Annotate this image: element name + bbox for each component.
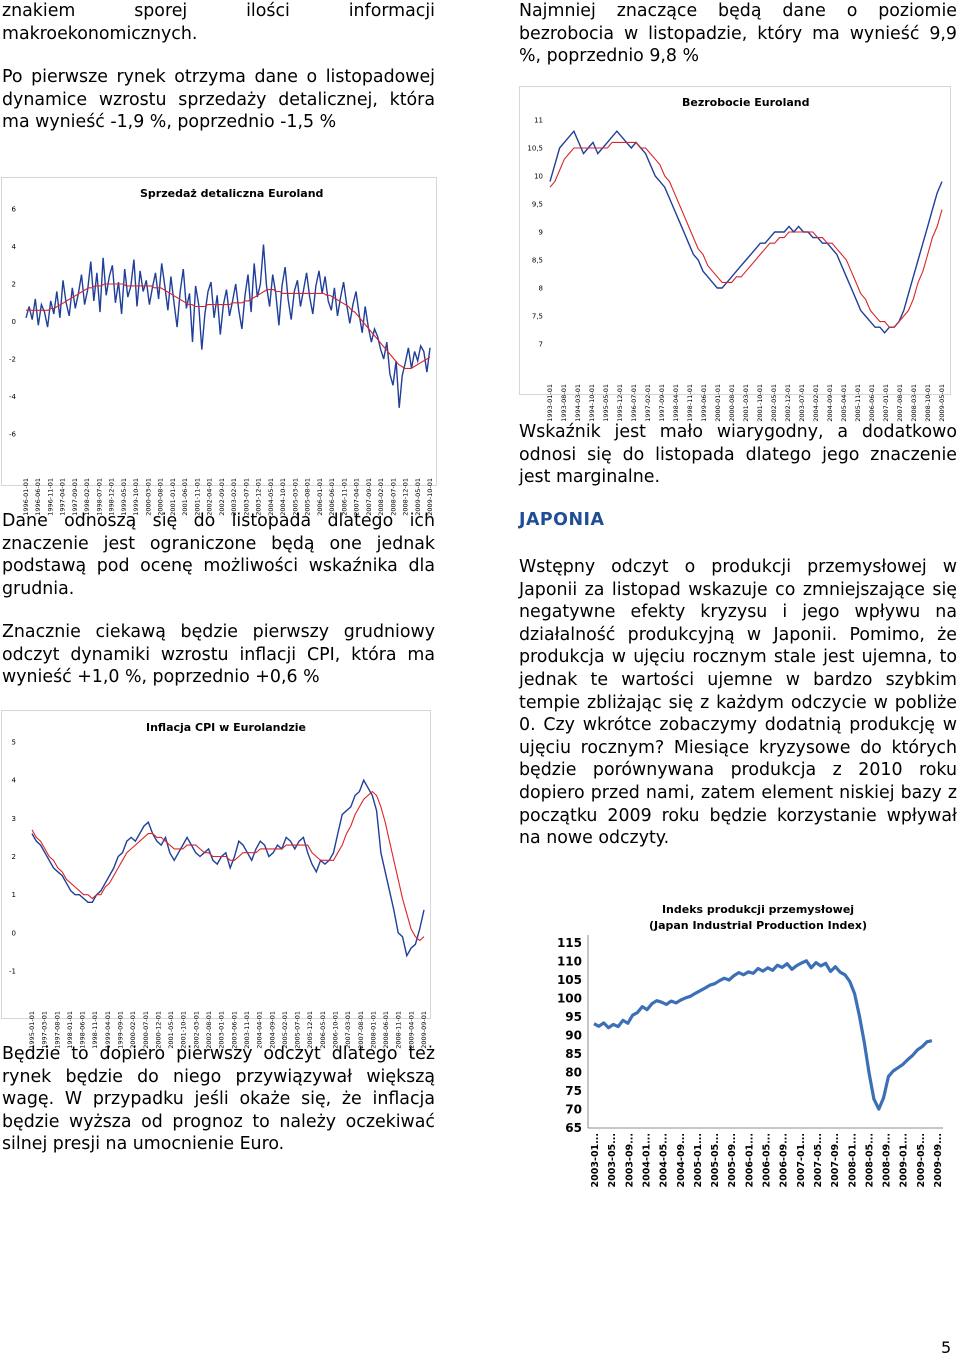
retail-sales-svg [2,178,436,516]
x-tick-label: 1999-05-01 [119,478,128,516]
x-tick-label: 2009-10-01 [426,478,434,516]
x-tick-label: 2001-01-01 [168,478,177,516]
y-tick-label: 95 [565,1010,582,1024]
x-tick-label: 2002-12-01 [784,384,792,422]
chart-retail-sales [1,177,437,516]
x-tick-label: 2005-03-01 [291,478,300,516]
x-tick-label: 2008-06-01 [382,1011,391,1049]
series-line-actual [26,245,430,408]
x-tick-label: 2002-05-01 [770,384,778,422]
x-tick-label: 2000-01-01 [714,384,722,422]
x-tick-label: 1997-09-01 [70,478,79,516]
x-tick-label: 2004-05-01 [266,478,275,516]
x-tick-label: 2002-04-01 [205,478,214,516]
chart-japan-ip [548,897,948,1187]
x-tick-label: 2009-09... [933,1133,944,1188]
x-tick-label: 2008-03-01 [910,384,918,422]
chart-cpi [1,710,431,1049]
x-tick-label: 2004-09-01 [268,1011,277,1049]
x-tick-label: 2001-06-01 [181,478,190,516]
x-tick-label: 2008-02-01 [377,478,386,516]
series-line-trend [32,792,424,941]
x-tick-label: 2008-05... [864,1133,876,1188]
y-tick-label: 85 [565,1047,582,1061]
x-tick-label: 2001-11-01 [193,478,202,516]
x-tick-label: 2006-05... [761,1133,773,1188]
x-tick-label: 2008-01... [847,1133,859,1188]
x-tick-label: 2000-02-01 [129,1011,138,1049]
x-tick-label: 2007-05... [812,1133,824,1188]
x-tick-label: 2008-12-01 [401,478,410,516]
x-tick-label: 2001-05-01 [167,1011,176,1049]
paragraph-japan: Wstępny odczyt o produkcji przemysłowej w Japonii za listopad wskazuje co zmniejszające się negatywne efekty kryzysu i jego wpływu na działalność produkcyjną w Japonii. Pomimo, że produkcja w ujęciu rocznym stale jest ujemna, to jednak te wartości ujemne w bardzo szybkim tempie zbliżając się z każdym odczycie w pobliże 0. Czy wkrótce zobaczymy dodatnią produkcję w ujęciu rocznym? Miesiące kryzysowe do których będzie porównywana produkcja z 2010 roku dopiero przed nami, zatem element niskiej bazy z początku 2009 roku będzie korzystanie wpływał na nowe odczyty. [519,557,957,849]
y-tick-label: 4 [11,243,16,251]
y-tick-label: 9,5 [531,200,543,209]
x-tick-label: 2009-09-01 [420,1011,428,1049]
y-tick-label: 115 [556,936,582,950]
x-tick-label: 2003-06-01 [230,1011,239,1049]
x-tick-label: 2007-03-01 [344,1011,353,1049]
series-line-production [594,961,932,1109]
y-tick-label: 5 [11,738,16,747]
paragraph-retail-comment: Dane odnoszą się do listopada dlatego ich znaczenie jest ograniczone będą one jednak podstawą pod ocenę możliwości wskaźnika dla grudnia. [2,511,435,599]
x-tick-label: 2005-01... [692,1133,704,1188]
y-tick-label: 80 [565,1065,582,1080]
x-tick-label: 2006-11-01 [340,478,349,516]
x-tick-label: 1998-02-01 [83,478,92,516]
x-tick-label: 2005-08-01 [303,478,312,516]
x-tick-label: 2004-09... [675,1133,687,1188]
x-tick-label: 2007-09... [830,1133,842,1188]
unemployment-svg [520,87,950,422]
x-tick-label: 1994-10-01 [588,384,596,422]
x-tick-label: 2008-10-01 [924,384,932,422]
paragraph-retail-sales: Po pierwsze rynek otrzyma dane o listopadowej dynamice wzrostu sprzedaży detalicznej, która ma wynieść -1,9 %, poprzednio -1,5 % [2,67,435,133]
y-tick-label: 10,5 [527,144,543,153]
x-tick-label: 1998-07-01 [95,478,104,516]
x-tick-label: 2006-09... [778,1133,790,1188]
series-line-actual [32,780,424,956]
x-tick-label: 2000-08-01 [728,384,736,422]
x-tick-label: 2005-05... [710,1133,722,1188]
paragraph-cpi-comment: Będzie to dopiero pierwszy odczyt dlatego też rynek będzie do niego przywiązywał większą wagę. W przypadku jeśli okaże się, że inflacja będzie wyższa od prognoz to należy oczekiwać silnej presji na umocnienie Euro. [2,1044,435,1155]
x-tick-label: 2004-05... [658,1133,670,1188]
x-tick-label: 2009-05-01 [413,478,422,516]
x-tick-label: 2008-11-01 [394,1011,403,1049]
x-tick-label: 1993-01-01 [546,384,554,422]
x-tick-label: 2003-05... [607,1133,619,1188]
x-tick-label: 2009-05-01 [938,384,946,422]
x-tick-label: 2003-07-01 [798,384,806,422]
x-tick-label: 1995-01-01 [28,1011,36,1049]
y-tick-label: 70 [565,1102,582,1117]
x-tick-label: 2006-01... [744,1133,756,1188]
x-tick-label: 1998-11-01 [91,1011,100,1049]
x-tick-label: 2000-08-01 [156,478,165,516]
x-tick-label: 1997-08-01 [53,1011,62,1049]
y-tick-label: 0 [11,929,16,938]
y-tick-label: 1 [11,891,16,900]
x-tick-label: 2004-01... [641,1133,653,1188]
x-tick-label: 2003-02-01 [230,478,239,516]
x-tick-label: 2003-07-01 [242,478,251,516]
x-tick-label: 2002-08-01 [205,1011,214,1049]
x-tick-label: 2008-01-01 [369,1011,378,1049]
x-tick-label: 1996-01-01 [22,478,30,516]
x-tick-label: 2000-03-01 [144,478,153,516]
x-tick-label: 2009-01... [898,1133,910,1188]
x-tick-label: 1996-07-01 [630,384,638,422]
y-tick-label: 8 [538,284,543,293]
x-tick-label: 2003-01-01 [217,1011,226,1049]
x-tick-label: 2006-06-01 [328,478,337,516]
x-tick-label: 2005-07-01 [293,1011,302,1049]
x-tick-label: 2005-12-01 [306,1011,315,1049]
y-tick-label: 8,5 [531,256,543,265]
x-tick-label: 2004-02-01 [812,384,820,422]
x-tick-label: 1998-04-01 [672,384,680,422]
y-tick-label: 9 [538,228,543,237]
y-tick-label: 110 [556,954,582,969]
x-tick-label: 1997-09-01 [658,384,666,422]
y-tick-label: 10 [534,172,543,181]
x-tick-label: 2009-05... [915,1133,927,1188]
x-tick-label: 2000-07-01 [141,1011,150,1049]
y-tick-label: 75 [565,1084,582,1098]
x-tick-label: 2002-09-01 [217,478,226,516]
x-tick-label: 1998-06-01 [78,1011,87,1049]
x-tick-label: 2007-01... [795,1133,807,1188]
x-tick-label: 2007-08-01 [896,384,904,422]
x-tick-label: 2007-01-01 [882,384,890,422]
y-tick-label: 0 [11,318,16,326]
x-tick-label: 2005-09... [727,1133,739,1188]
x-tick-label: 1997-03-01 [40,1011,49,1049]
x-tick-label: 1998-01-01 [65,1011,74,1049]
chart-title: Inflacja CPI w Eurolandzie [146,721,306,734]
x-tick-label: 1997-02-01 [644,384,652,422]
x-tick-label: 1996-11-01 [46,478,55,516]
x-tick-label: 1999-10-01 [132,478,141,516]
series-line-trend [550,142,942,327]
paragraph-unemployment: Najmniej znaczące będą dane o poziomie bezrobocia w listopadzie, który ma wynieść 9,9 %, poprzednio 9,8 % [519,1,957,67]
x-tick-label: 2003-11-01 [242,1011,251,1049]
y-tick-label: 6 [11,205,16,214]
paragraph-cpi: Znacznie ciekawą będzie pierwszy grudniowy odczyt dynamiki wzrostu inflacji CPI, która ma wynieść +1,0 %, poprzednio +0,6 % [2,622,435,688]
y-tick-label: 7 [538,340,543,349]
x-tick-label: 2001-10-01 [179,1011,188,1049]
x-tick-label: 2004-09-01 [826,384,834,422]
x-tick-label: 2008-07-01 [389,478,398,516]
y-tick-label: 7,5 [531,312,543,321]
x-tick-label: 1997-04-01 [58,478,67,516]
x-tick-label: 2001-03-01 [742,384,750,422]
x-tick-label: 2006-10-01 [331,1011,340,1049]
x-tick-label: 1998-12-01 [107,478,116,516]
x-tick-label: 2005-04-01 [840,384,848,422]
y-tick-label: 100 [556,991,582,1006]
x-tick-label: 2001-10-01 [756,384,764,422]
chart-unemployment [519,86,951,422]
x-tick-label: 2009-04-01 [407,1011,416,1049]
y-tick-label: 105 [556,973,582,987]
x-tick-label: 1995-12-01 [616,384,624,422]
y-tick-label: 11 [534,116,543,125]
x-tick-label: 1996-06-01 [34,478,43,516]
x-tick-label: 2007-09-01 [364,478,373,516]
x-tick-label: 1994-03-01 [574,384,582,422]
x-tick-label: 2006-06-01 [868,384,876,422]
x-tick-label: 2008-09... [881,1133,893,1188]
chart-title: Sprzedaż detaliczna Euroland [140,187,324,200]
x-tick-label: 2007-08-01 [356,1011,365,1049]
x-tick-label: 2000-12-01 [154,1011,163,1049]
heading-japan: JAPONIA [519,510,605,530]
y-tick-label: 2 [11,280,16,289]
paragraph-unemployment-comment: Wskaźnik jest mało wiarygodny, a dodatkowo odnosi się do listopada dlatego jego znaczenie jest marginalne. [519,422,957,488]
japan-ip-svg [548,897,948,1187]
x-tick-label: 2005-02-01 [280,1011,289,1049]
chart-title: Bezrobocie Euroland [682,96,810,109]
x-tick-label: 1999-06-01 [700,384,708,422]
x-tick-label: 2006-05-01 [318,1011,327,1049]
page-number: 5 [941,1338,952,1357]
y-tick-label: -4 [9,393,16,401]
y-tick-label: 3 [11,814,16,823]
x-tick-label: 2002-03-01 [192,1011,201,1049]
y-tick-label: 4 [11,776,16,785]
x-tick-label: 1999-09-01 [116,1011,125,1049]
x-tick-label: 2006-01-01 [315,478,324,516]
x-tick-label: 2003-12-01 [254,478,263,516]
x-tick-label: 1998-11-01 [686,384,694,422]
y-tick-label: 65 [565,1121,582,1135]
chart-title: Indeks produkcji przemysłowej [661,903,855,916]
y-tick-label: 2 [11,853,16,861]
x-tick-label: 2003-09... [624,1133,636,1188]
x-tick-label: 2003-01... [590,1133,601,1188]
x-tick-label: 2004-10-01 [279,478,288,516]
y-tick-label: -6 [9,430,16,439]
x-tick-label: 2004-04-01 [255,1011,264,1049]
y-tick-label: 90 [565,1028,582,1043]
x-tick-label: 2005-11-01 [854,384,862,422]
y-tick-label: -2 [9,355,16,364]
chart-subtitle: (Japan Industrial Production Index) [648,919,868,932]
series-line-actual [550,131,942,333]
y-tick-label: -1 [9,967,16,976]
x-tick-label: 1995-05-01 [602,384,610,422]
cpi-svg [2,711,430,1049]
x-tick-label: 1993-08-01 [560,384,568,422]
x-tick-label: 2007-04-01 [352,478,361,516]
x-tick-label: 1999-04-01 [103,1011,112,1049]
paragraph-intro: znakiem sporej ilości informacji makroekonomicznych. [2,1,435,44]
